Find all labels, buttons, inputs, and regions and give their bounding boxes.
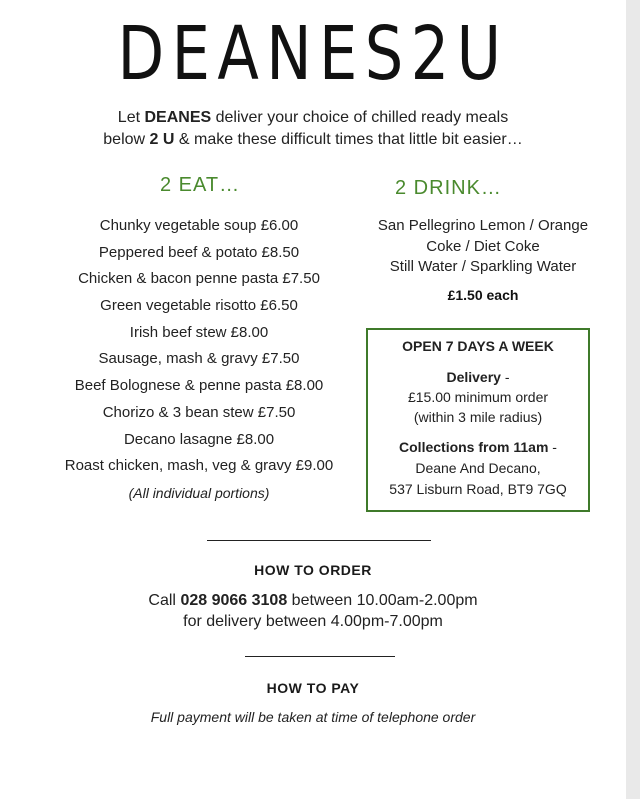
intro-line1-bold: DEANES (144, 109, 212, 126)
collection-dash: - (548, 439, 557, 455)
order-instructions (0, 590, 626, 632)
opening-info-box (366, 328, 590, 512)
delivery-label-line (368, 367, 588, 387)
intro-line-1 (0, 107, 626, 129)
intro-line1-pre: Let (117, 109, 145, 126)
delivery-info (368, 367, 588, 427)
food-item: Chicken & bacon penne pasta £7.50 (78, 270, 320, 288)
delivery-label: Delivery (446, 369, 501, 385)
drink-heading: 2 DRINK… (395, 177, 502, 199)
food-item: Decano lasagne £8.00 (123, 430, 275, 448)
eat-heading: 2 EAT… (160, 174, 241, 196)
food-item: Green vegetable risotto £6.50 (100, 297, 298, 315)
phone-number: 028 9066 3108 (180, 592, 288, 609)
open-heading: OPEN 7 DAYS A WEEK (402, 338, 554, 354)
collection-info (368, 437, 588, 500)
intro-line2-post: & make these difficult times that little bit easier… (174, 131, 523, 148)
drink-price: £1.50 each (447, 287, 519, 303)
food-item: Chorizo & 3 bean stew £7.50 (102, 403, 296, 421)
drink-item: San Pellegrino Lemon / Orange (377, 217, 589, 234)
food-item: Roast chicken, mash, veg & gravy £9.00 (64, 457, 334, 475)
how-to-pay-heading: HOW TO PAY (266, 680, 360, 696)
delivery-window: for delivery between 4.00pm-7.00pm (183, 613, 443, 630)
food-item: Peppered beef & potato £8.50 (98, 243, 300, 261)
call-post: between 10.00am-2.00pm (287, 592, 478, 609)
drink-item: Coke / Diet Coke (426, 237, 540, 255)
delivery-min-order: £15.00 minimum order (407, 389, 549, 405)
collection-label-line (368, 437, 588, 458)
how-to-order-heading: HOW TO ORDER (254, 562, 372, 578)
intro-text (0, 107, 626, 151)
divider-top (207, 540, 431, 541)
collection-label: Collections from 11am (399, 439, 549, 455)
delivery-radius: (within 3 mile radius) (413, 409, 543, 425)
drinks-list (355, 216, 611, 278)
intro-line2-bold: 2 U (149, 131, 175, 148)
delivery-dash: - (500, 369, 510, 385)
call-pre: Call (148, 592, 181, 609)
collection-venue: Deane And Decano, (415, 460, 541, 476)
payment-note: Full payment will be taken at time of telephone order (150, 709, 476, 725)
brand-logo: DEANES2U (117, 11, 509, 97)
call-line (0, 590, 626, 611)
food-item: Sausage, mash & gravy £7.50 (98, 350, 300, 368)
intro-line-2 (0, 129, 626, 151)
intro-line2-pre: below (103, 131, 150, 148)
portion-note: (All individual portions) (128, 484, 270, 501)
divider-bottom (245, 656, 395, 657)
collection-address: 537 Lisburn Road, BT9 7GQ (389, 481, 567, 497)
intro-line1-post: deliver your choice of chilled ready meals (211, 109, 509, 126)
food-menu-list (40, 215, 358, 504)
drink-item: Still Water / Sparkling Water (389, 258, 577, 275)
food-item: Chunky vegetable soup £6.00 (99, 217, 299, 234)
food-item: Beef Bolognese & penne pasta £8.00 (74, 377, 324, 395)
food-item: Irish beef stew £8.00 (129, 323, 269, 341)
